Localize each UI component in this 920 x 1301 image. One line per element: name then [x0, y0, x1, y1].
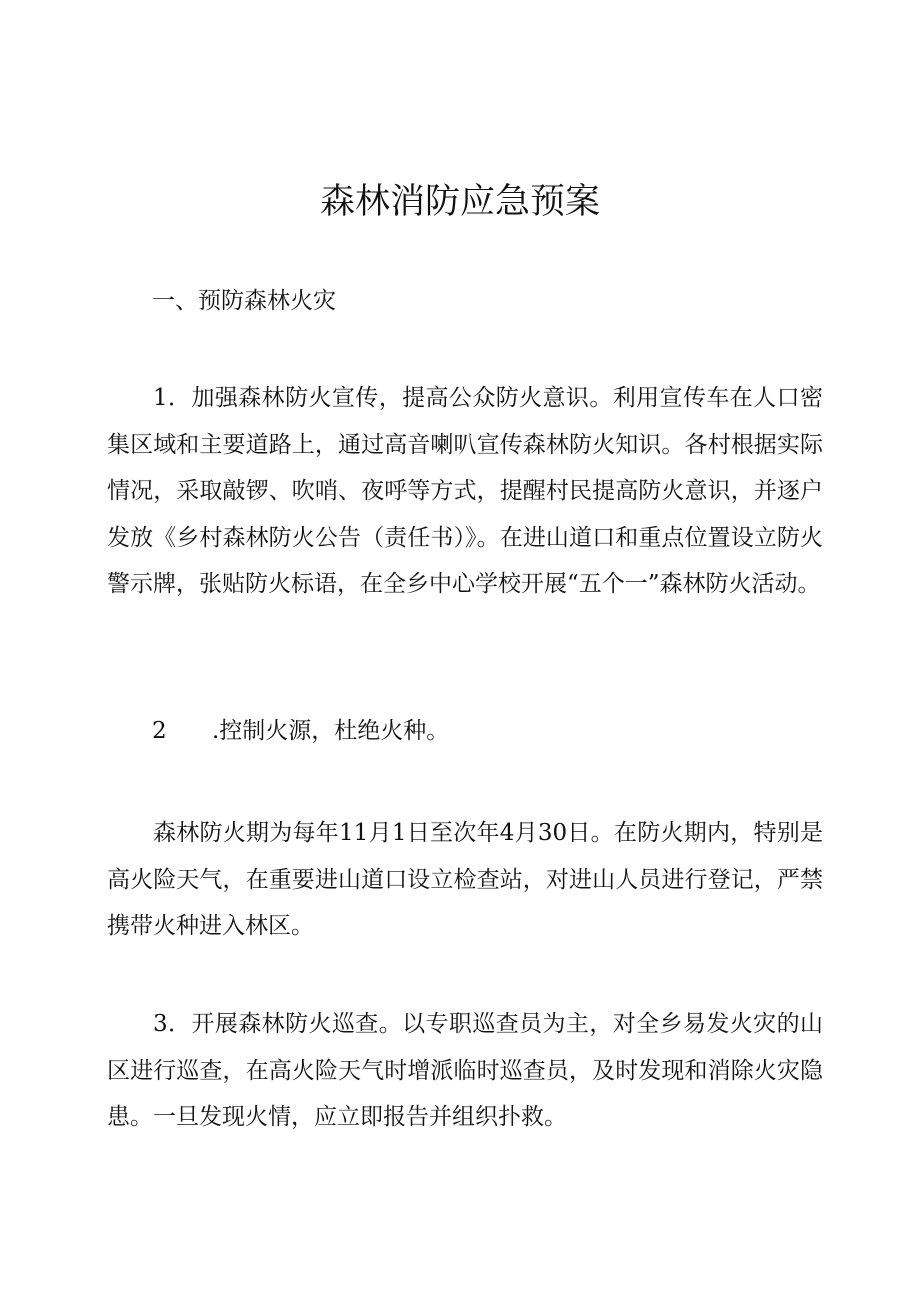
- paragraph-fire-period: 森林防火期为每年11月1日至次年4月30日。在防火期内，特别是高火险天气，在重要进山道口设立检查站，对进山人员进行登记，严禁携带火种进入林区。: [107, 820, 823, 939]
- paragraph-fire-publicity: 1．加强森林防火宣传，提高公众防火意识。利用宣传车在人口密集区域和主要道路上，通过高音喇叭宣传森林防火知识。各村根据实际情况，采取敲锣、吹哨、夜呼等方式，提醒村民提高防火意识，并逐户发放《乡村森林防火公告（责任书）》。在进山道口和重点位置设立防火警示牌，张贴防火标语，在全乡中心学校开展“五个一”森林防火活动。: [107, 385, 823, 597]
- item-number: 2: [152, 718, 167, 744]
- paragraph-fire-patrol: 3．开展森林防火巡查。以专职巡查员为主，对全乡易发火灾的山区进行巡查，在高火险天气时增派临时巡查员，及时发现和消除火灾隐患。一旦发现火情，应立即报告并组织扑救。: [107, 1011, 823, 1130]
- item-heading-text: .控制火源，杜绝火种。: [212, 718, 450, 744]
- section-heading-prevention: 一、预防森林火灾: [152, 288, 336, 314]
- item-heading-fire-source-control: [152, 713, 449, 749]
- document-title: 森林消防应急预案: [319, 182, 600, 222]
